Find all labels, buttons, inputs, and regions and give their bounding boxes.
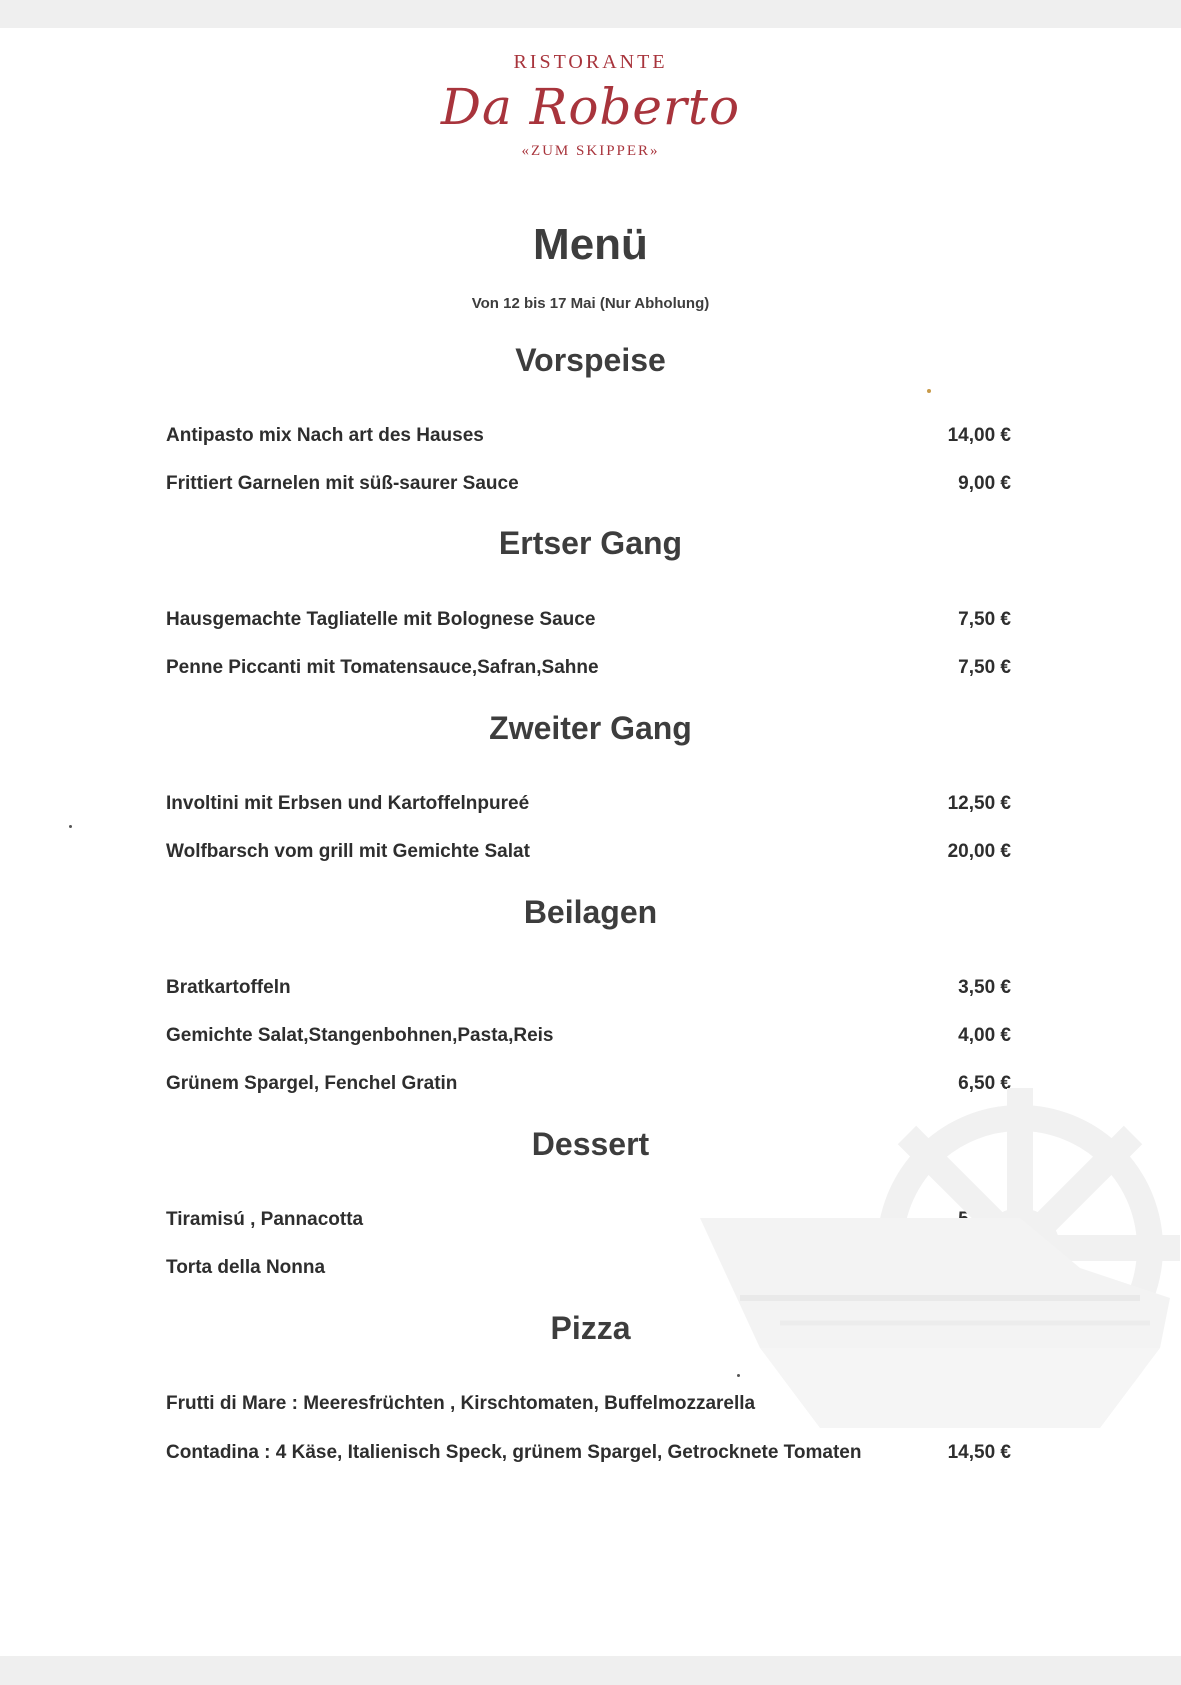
menu-title: Menü <box>533 220 648 269</box>
section-heading-beilagen: Beilagen <box>523 894 658 930</box>
section-heading-vorspeise: Vorspeise <box>515 342 666 378</box>
menu-item-price: 9,00 € <box>958 473 1011 494</box>
menu-item-name: Grünem Spargel, Fenchel Gratin <box>166 1073 458 1094</box>
scan-speck <box>927 389 931 393</box>
menu-item-name: Gemichte Salat,Stangenbohnen,Pasta,Reis <box>166 1025 554 1046</box>
menu-item-price: 4,00 € <box>958 1025 1011 1046</box>
menu-item-name: Hausgemachte Tagliatelle mit Bolognese Sauce <box>166 609 596 630</box>
menu-item-name: Involtini mit Erbsen und Kartoffelnpureé <box>166 793 530 814</box>
ship-wheel-watermark-icon <box>700 1048 1180 1508</box>
scan-speck <box>737 1374 740 1377</box>
logo-subtitle: «ZUM SKIPPER» <box>521 143 660 159</box>
menu-item-price: 7,50 € <box>958 657 1011 678</box>
section-heading-erster-gang: Ertser Gang <box>498 525 683 561</box>
section-heading-dessert: Dessert <box>531 1126 650 1162</box>
menu-item-name: Frittiert Garnelen mit süß-saurer Sauce <box>166 473 519 494</box>
menu-date-note: Von 12 bis 17 Mai (Nur Abholung) <box>471 295 710 312</box>
menu-item-name: Antipasto mix Nach art des Hauses <box>166 425 484 446</box>
menu-item-price: 6,50 € <box>958 1073 1011 1094</box>
menu-item-price: 7,50 € <box>958 609 1011 630</box>
menu-item-price: 20,00 € <box>947 841 1011 862</box>
menu-item-name: Wolfbarsch vom grill mit Gemichte Salat <box>166 841 530 862</box>
restaurant-logo <box>0 50 1181 160</box>
scan-speck <box>69 825 72 828</box>
menu-item-price: 12,50 € <box>947 793 1011 814</box>
menu-item-name: Penne Piccanti mit Tomatensauce,Safran,Sahne <box>166 657 599 678</box>
logo-restaurant-name: Da Roberto <box>440 78 741 136</box>
menu-item-name: Tiramisú , Pannacotta <box>166 1209 364 1230</box>
logo-ristorante: RISTORANTE <box>513 51 668 73</box>
section-heading-pizza: Pizza <box>550 1310 631 1346</box>
menu-item-name: Frutti di Mare : Meeresfrüchten , Kirschtomaten, Buffelmozzarella <box>166 1393 756 1414</box>
section-heading-zweiter-gang: Zweiter Gang <box>489 710 692 746</box>
menu-item-name: Bratkartoffeln <box>166 977 291 998</box>
menu-item-price: 14,50 € <box>947 1442 1011 1463</box>
menu-item-name: Torta della Nonna <box>166 1257 326 1278</box>
menu-item-price: 14,00 € <box>947 425 1011 446</box>
menu-item-name: Contadina : 4 Käse, Italienisch Speck, grünem Spargel, Getrocknete Tomaten <box>166 1442 862 1463</box>
menu-item-price: 3,50 € <box>958 977 1011 998</box>
menu-page <box>0 28 1181 1656</box>
